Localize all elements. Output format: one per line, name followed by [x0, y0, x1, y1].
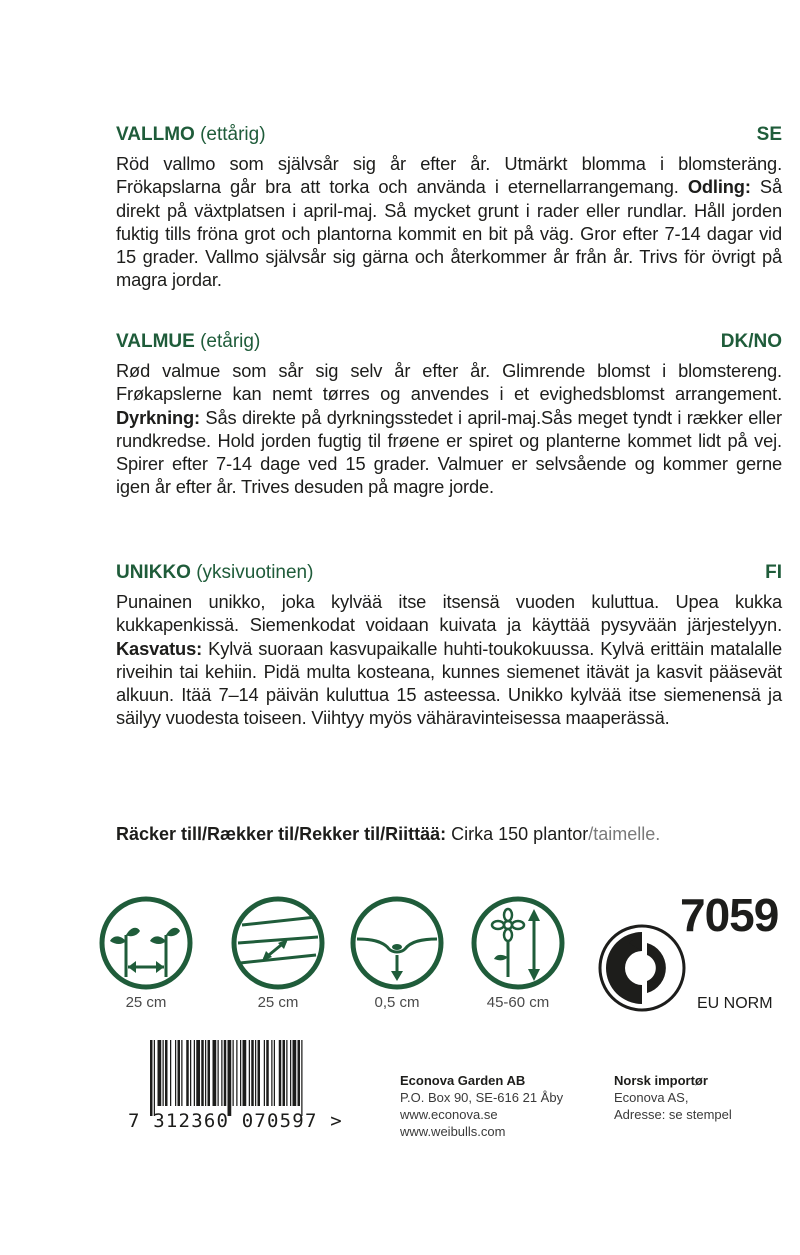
barcode-bar — [290, 1040, 291, 1106]
company-address — [400, 1072, 563, 1140]
barcode-bar — [228, 1040, 232, 1116]
barcode-bar — [240, 1040, 241, 1106]
cultivation-label: Odling: — [687, 176, 751, 198]
section-title: VALMUE (etårig) — [116, 331, 261, 352]
barcode-bar — [205, 1040, 206, 1106]
barcode-bar — [181, 1040, 182, 1106]
barcode-bar — [150, 1040, 153, 1116]
barcode-digits: 7 312360 070597 > — [128, 1110, 343, 1132]
section-header — [116, 562, 782, 590]
language-code: DK/NO — [720, 331, 782, 352]
plant-height-icon — [470, 895, 566, 991]
cultivation-label: Dyrkning: — [116, 406, 200, 428]
barcode-bar — [286, 1040, 287, 1106]
barcode-bar — [163, 1040, 164, 1106]
company-postal-address: P.O. Box 90, SE-616 21 Åby — [400, 1090, 564, 1105]
section-body: Rød valmue som sår sig selv år efter år. Glimrende blomst i blomstereng. Frøkapslerne kan nemt tørres og anvendes i et evighedsblomst arrangement. Dyrkning: Sås direkte på dyrkningsstedet i april-maj.Sås meget tyndt i rækker eller rundkredse. Hold jorden fugtig til frøene er spiret og planterne kommet lidt på vej. Spirer efter 7-14 dage ved 15 grader. Valmuer er selvsående og kommer gerne igen år efter år. Trives desuden på magre jorde. — [116, 360, 782, 498]
barcode-bar — [158, 1040, 162, 1106]
plant-height-label: 45-60 cm — [486, 994, 550, 1011]
sowing-depth-icon — [349, 895, 445, 991]
cultivation-label: Kasvatus: — [116, 637, 203, 659]
plant-spacing-icon — [98, 895, 194, 991]
barcode-bar — [236, 1040, 237, 1106]
section-header — [116, 124, 782, 152]
barcode-bar — [233, 1040, 234, 1106]
barcode-bar — [258, 1040, 261, 1106]
section-dk-no — [116, 331, 782, 499]
barcode-bar — [293, 1040, 297, 1106]
section-header — [116, 331, 782, 359]
section-title: VALLMO (ettårig) — [116, 124, 266, 145]
barcode-bar — [301, 1040, 302, 1116]
barcode-bar — [165, 1040, 168, 1106]
barcode-bar — [243, 1040, 247, 1106]
barcode-bar — [249, 1040, 250, 1106]
product-number: 7059 — [680, 889, 779, 941]
language-code: FI — [765, 562, 782, 583]
barcode-bar — [221, 1040, 222, 1106]
importer-name: Econova AS, — [614, 1090, 689, 1105]
barcode-bar — [170, 1040, 171, 1106]
green-dot-icon — [597, 923, 687, 1013]
company-name: Econova Garden AB — [400, 1073, 526, 1088]
barcode-bar — [201, 1040, 204, 1106]
barcode-bar — [178, 1040, 181, 1106]
barcode-bar — [218, 1040, 219, 1106]
barcode-bar — [283, 1040, 286, 1106]
barcode-bar — [154, 1040, 155, 1116]
importer-postal-address: Adresse: se stempel — [614, 1107, 732, 1122]
barcode-bar — [251, 1040, 254, 1106]
barcode-bar — [208, 1040, 211, 1106]
yield-line: Räcker till/Rækker til/Rekker til/Riittää: Cirka 150 plantor/taimelle. — [116, 824, 661, 844]
sowing-depth-label: 0,5 cm — [374, 994, 420, 1011]
barcode — [148, 1040, 360, 1116]
company-website: www.econova.se — [400, 1107, 498, 1122]
barcode-bar — [196, 1040, 200, 1106]
barcode-bar — [186, 1040, 189, 1106]
importer-heading: Norsk importør — [614, 1073, 708, 1088]
barcode-bar — [266, 1040, 269, 1106]
eu-norm-label: EU NORM — [697, 995, 773, 1012]
barcode-bar — [194, 1040, 195, 1106]
section-title: UNIKKO (yksivuotinen) — [116, 562, 314, 583]
barcode-bar — [213, 1040, 217, 1106]
importer-address — [614, 1072, 732, 1123]
barcode-bar — [274, 1040, 275, 1106]
section-body: Punainen unikko, joka kylvää itse itsensä vuoden kuluttua. Upea kukka kukkapenkissä. Siemenkodat voidaan kuivata ja käyttää pysyvään järjestelyyn. Kasvatus: Kylvä suoraan kasvupaikalle huhti-toukokuussa. Kylvä erittäin matalalle riveihin tai kehiin. Pidä multa kosteana, kunnes siemenet itävät ja kasvit pääsevät alkuun. Itää 7–14 päivän kuluttua 15 asteessa. Unikko kylvää itse siemenensä ja säilyy vuodesta toiseen. Viihtyy myös vähäravinteisessa maaperässä. — [116, 591, 782, 729]
barcode-bar — [255, 1040, 256, 1106]
language-code: SE — [756, 124, 782, 145]
barcode-bar — [224, 1040, 227, 1106]
barcode-bar — [298, 1040, 301, 1106]
section-fi — [116, 562, 782, 730]
row-spacing-icon — [230, 895, 326, 991]
barcode-bar — [264, 1040, 265, 1106]
barcode-bar — [175, 1040, 176, 1106]
barcode-bar — [190, 1040, 191, 1106]
barcode-bar — [279, 1040, 282, 1106]
plant-spacing-label: 25 cm — [125, 994, 167, 1011]
section-body: Röd vallmo som självsår sig år efter år. Utmärkt blomma i blomsteräng. Frökapslarna går bra att torka och använda i eternellarrangemang. Odling: Så direkt på växtplatsen i april-maj. Så mycket grunt i rader eller rundlar. Håll jorden fuktig tills fröna grot och plantorna kommit en bit på väg. Gror efter 7-14 dagar vid 15 grader. Vallmo självsår sig gärna och återkommer år från år. Trivs för övrigt på magra jordar. — [116, 153, 782, 291]
company-website-2: www.weibulls.com — [400, 1124, 506, 1139]
section-se — [116, 124, 782, 292]
barcode-bar — [271, 1040, 272, 1106]
row-spacing-label: 25 cm — [257, 994, 299, 1011]
